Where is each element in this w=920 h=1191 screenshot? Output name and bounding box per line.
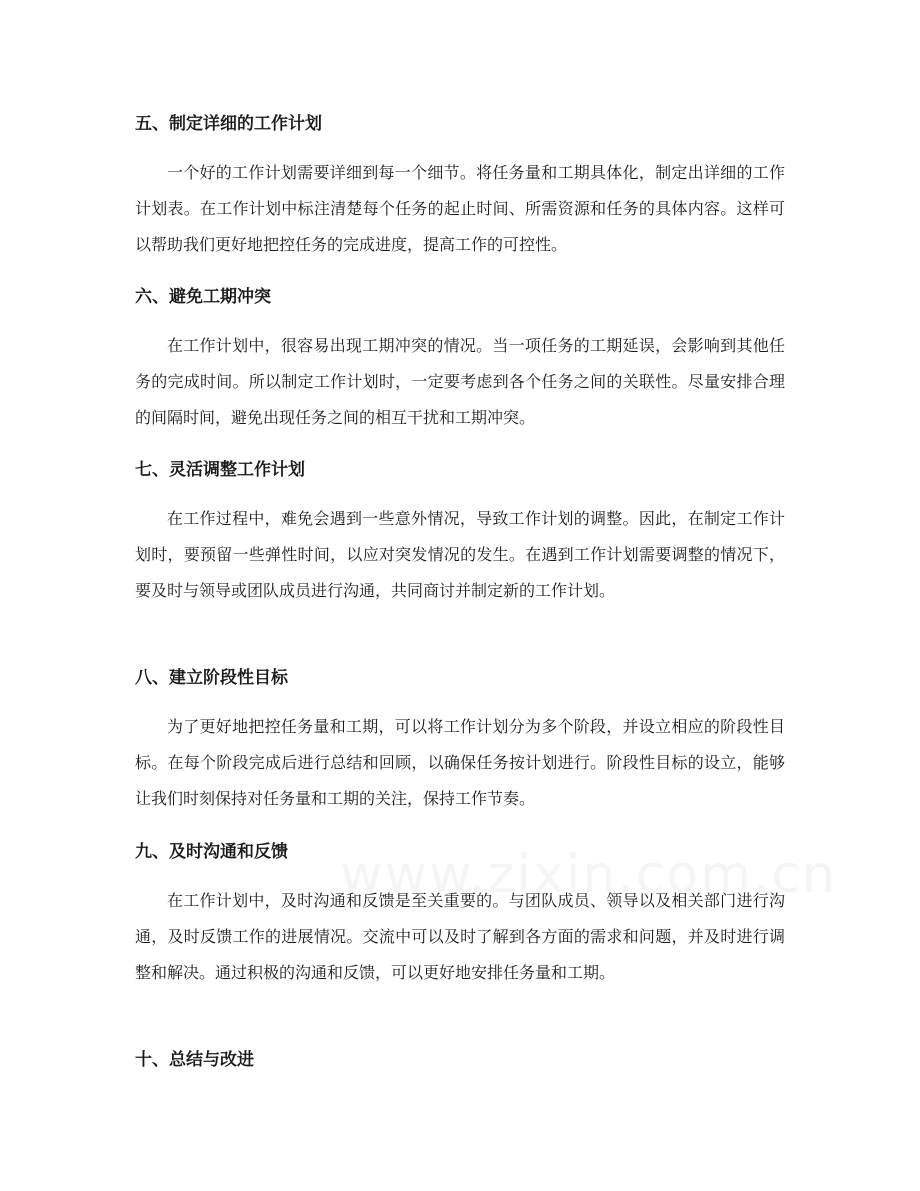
section-body-7: 在工作过程中，难免会遇到一些意外情况，导致工作计划的调整。因此，在制定工作计划时，要预留一些弹性时间，以应对突发情况的发生。在遇到工作计划需要调整的情况下，要及时与领导或团队成员进行沟通，共同商讨并制定新的工作计划。 xyxy=(135,509,785,600)
section-heading-9: 九、及时沟通和反馈 xyxy=(135,842,288,862)
section-heading-5: 五、制定详细的工作计划 xyxy=(135,114,322,134)
section-body-6: 在工作计划中，很容易出现工期冲突的情况。当一项任务的工期延误，会影响到其他任务的完成时间。所以制定工作计划时，一定要考虑到各个任务之间的关联性。尽量安排合理的间隔时间，避免出现任务之间的相互干扰和工期冲突。 xyxy=(135,336,785,427)
section-heading-10: 十、总结与改进 xyxy=(135,1050,254,1070)
section-body-9: 在工作计划中，及时沟通和反馈是至关重要的。与团队成员、领导以及相关部门进行沟通，及时反馈工作的进展情况。交流中可以及时了解到各方面的需求和问题，并及时进行调整和解决。通过积极的沟通和反馈，可以更好地安排任务量和工期。 xyxy=(135,891,785,982)
section-body-5: 一个好的工作计划需要详细到每一个细节。将任务量和工期具体化，制定出详细的工作计划表。在工作计划中标注清楚每个任务的起止时间、所需资源和任务的具体内容。这样可以帮助我们更好地把控任务的完成进度，提高工作的可控性。 xyxy=(135,163,785,254)
section-heading-8: 八、建立阶段性目标 xyxy=(135,668,288,688)
section-heading-7: 七、灵活调整工作计划 xyxy=(135,460,305,480)
section-heading-6: 六、避免工期冲突 xyxy=(135,287,271,307)
section-body-8: 为了更好地把控任务量和工期，可以将工作计划分为多个阶段，并设立相应的阶段性目标。在每个阶段完成后进行总结和回顾，以确保任务按计划进行。阶段性目标的设立，能够让我们时刻保持对任务量和工期的关注，保持工作节奏。 xyxy=(135,717,785,808)
